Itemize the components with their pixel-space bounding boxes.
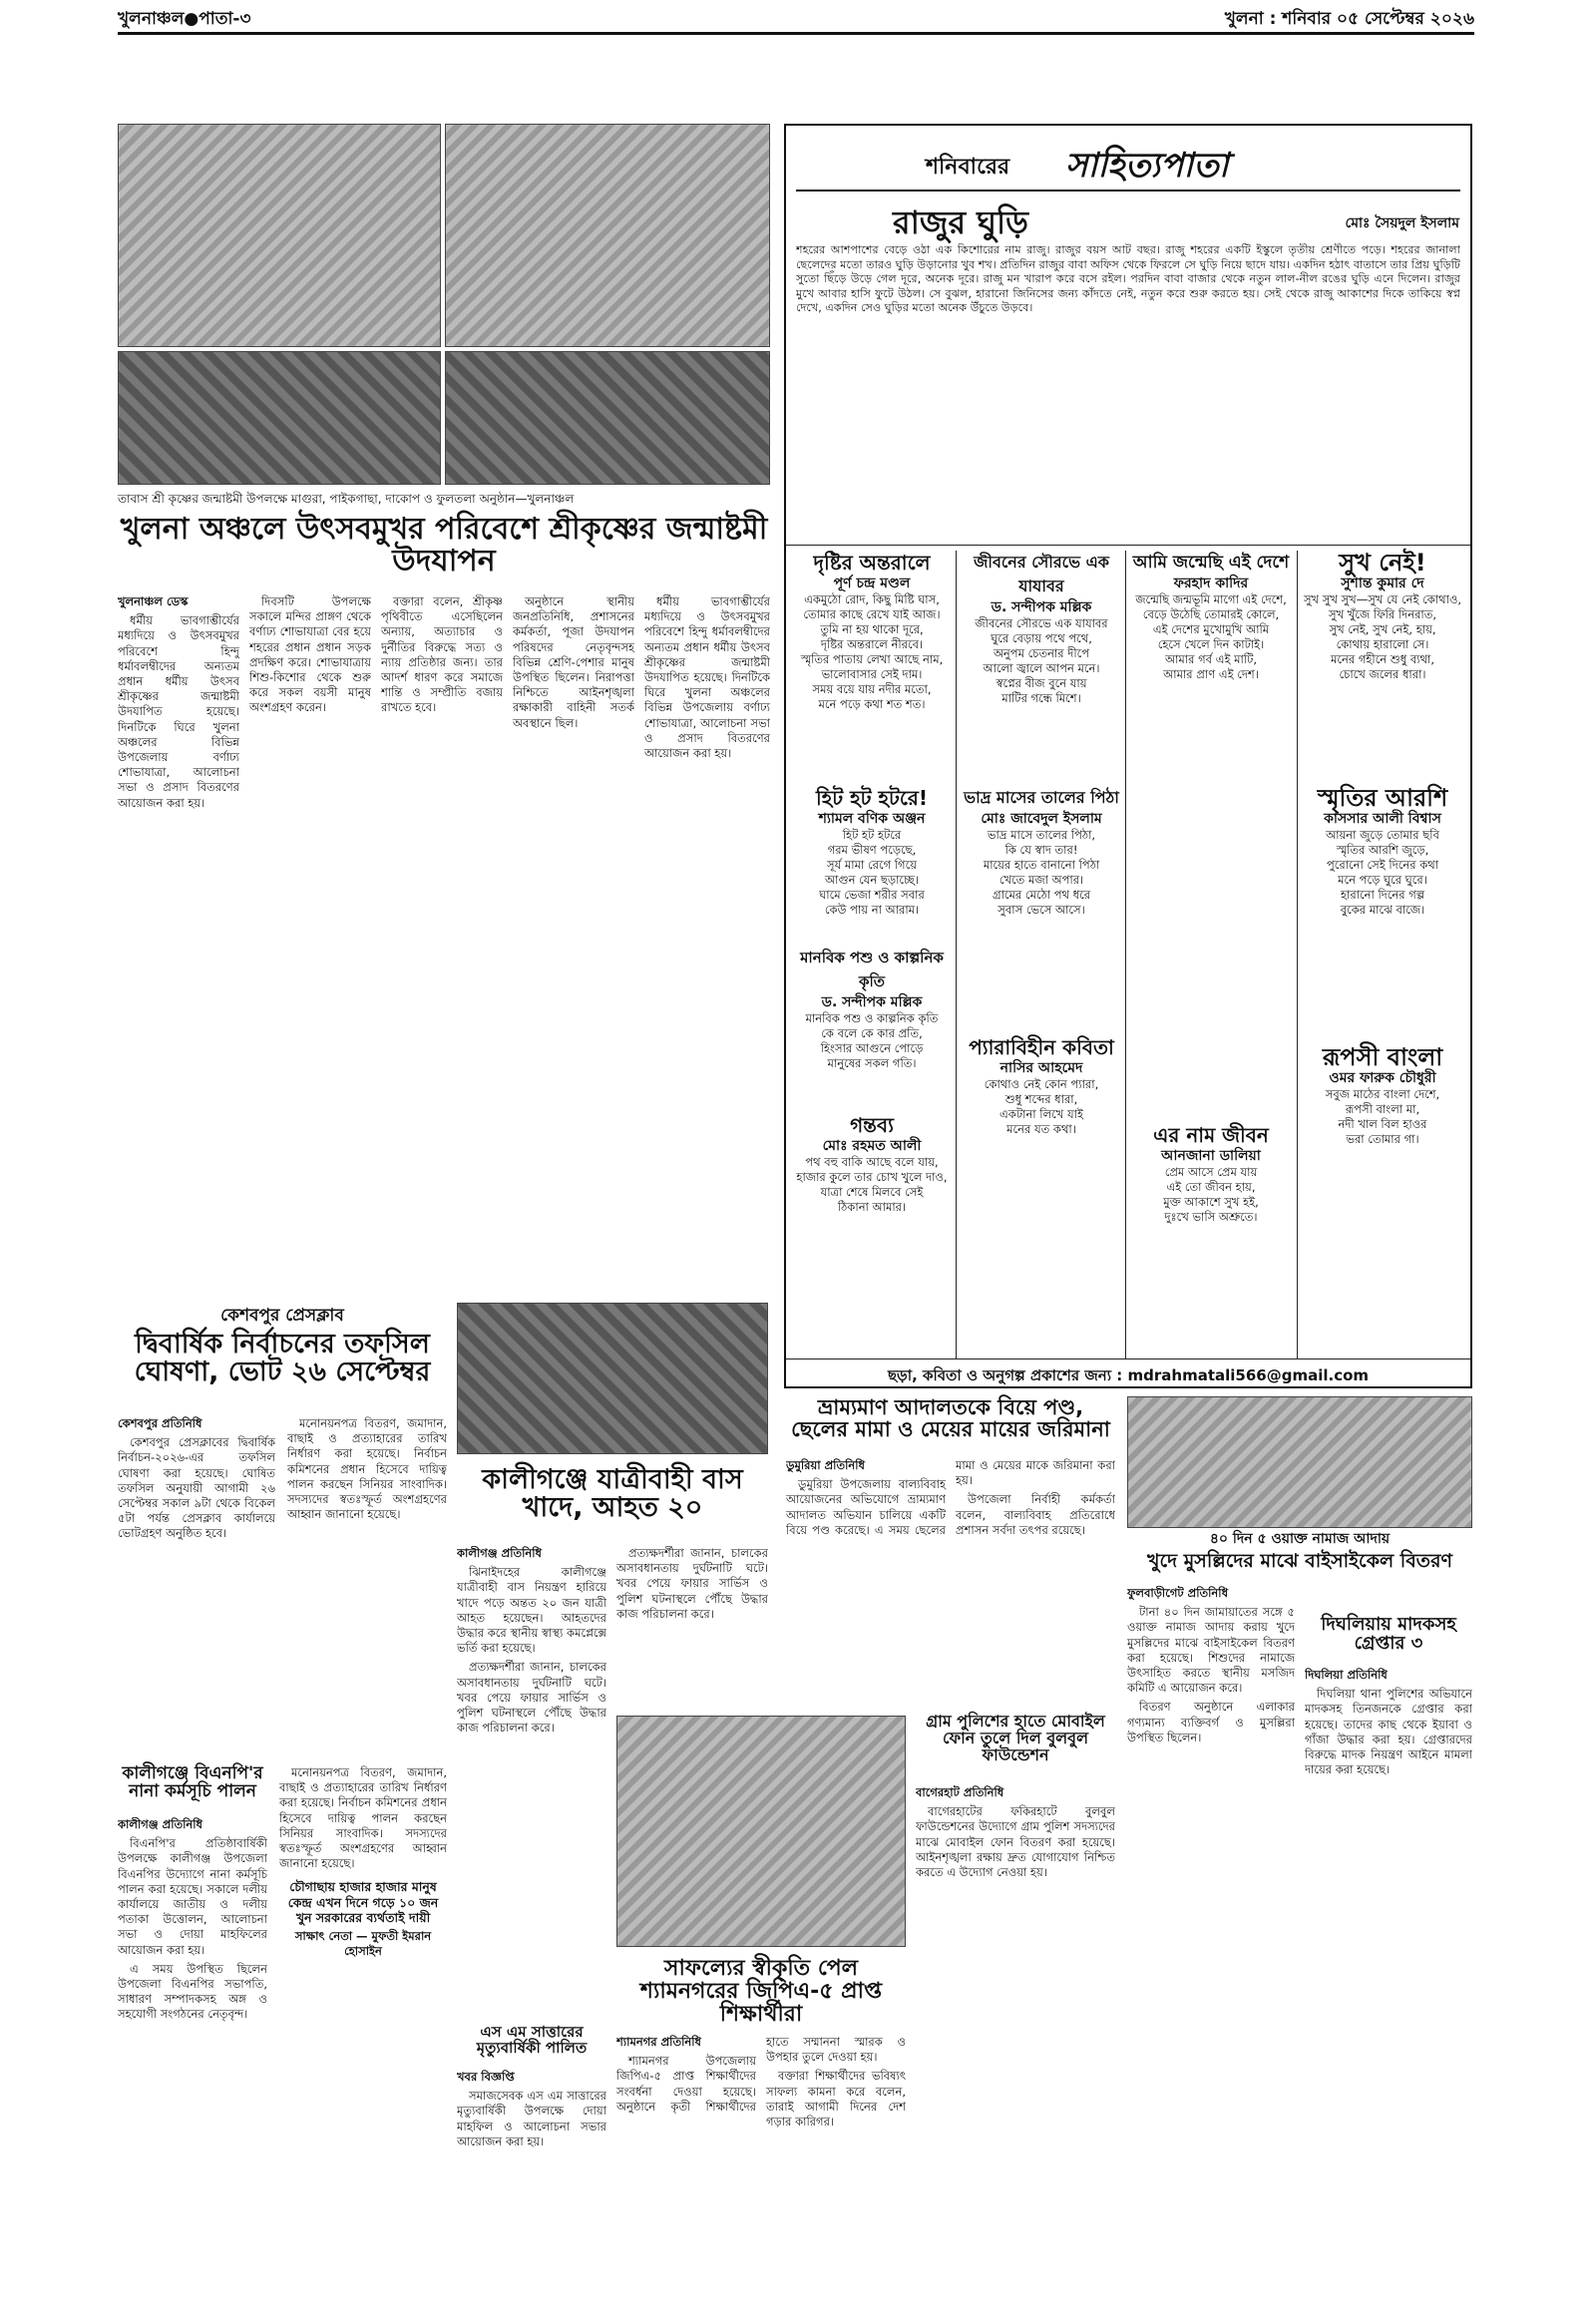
poem-4-text: সুখ সুখ সুখ—সুখ যে নেই কোথাও, সুখ খুঁজে ফিরি দিনরাত, সুখ নেই, সুখ নেই, হায়, কোথায় হারালো সে। মনের গহীনে শুধু ব্যথা, চোখে জলের ধারা। (1303, 592, 1462, 681)
header-rule (118, 32, 1474, 35)
poem-12-title: গন্তব্য (850, 1113, 894, 1137)
lead-para-1: ধর্মীয় ভাবগাম্ভীর্যের মধ্যদিয়ে ও উৎসবমুখর পরিবেশে হিন্দু ধর্মাবলম্বীদের অন্যতম প্রধান ধর্মীয় উৎসব শ্রীকৃষ্ণের জন্মাষ্টমী উদযাপিত হয়েছে। দিনটিকে ঘিরে খুলনা অঞ্চলের বিভিন্ন উপজেলায় বর্ণাঢ্য শোভাযাত্রা, আলোচনা সভা ও প্রসাদ বিতরণের আয়োজন করা হয়। (118, 613, 239, 810)
poem-7-text: আয়না জুড়ে তোমার ছবি স্মৃতির আরশি জুড়ে, পুরোনো সেই দিনের কথা মনে পড়ে ঘুরে ঘুরে। হারানো দিনের গল্প বুকের মাঝে বাজে। (1326, 828, 1439, 917)
lead-para-3: বক্তারা বলেন, শ্রীকৃষ্ণ পৃথিবীতে এসেছিলেন অন্যায়, অত্যাচার ও দুর্নীতির বিরুদ্ধে সত্য ও ন্যায় প্রতিষ্ঠার জন্য। তার আদর্শ ধারণ করে সমাজে শান্তি ও সম্প্রীতি বজায় রাখতে হবে। (381, 594, 503, 715)
lead-para-5: ধর্মীয় ভাবগাম্ভীর্যের মধ্যদিয়ে ও উৎসবমুখর পরিবেশে হিন্দু ধর্মাবলম্বীদের অন্যতম প্রধান ধর্মীয় উৎসব শ্রীকৃষ্ণের জন্মাষ্টমী উদযাপিত হয়েছে। দিনটিকে ঘিরে খুলনা অঞ্চলের বিভিন্ন উপজেলায় বর্ণাঢ্য শোভাযাত্রা, আলোচনা সভা ও প্রসাদ বিতরণের আয়োজন করা হয়। (644, 594, 770, 761)
mobile-court-para-1: ডুমুরিয়া উপজেলায় বাল্যবিবাহ আয়োজনের অভিযোগে ভ্রাম্যমাণ আদালত অভিযান চালিয়ে একটি বিয়ে পণ্ড করেছে। এ সময় ছেলের মামা ও মেয়ের মাকে জরিমানা করা হয়। (786, 1458, 1115, 1537)
mrityu-body (457, 2070, 606, 2289)
bus-para-1: ঝিনাইদহের কালীগঞ্জে যাত্রীবাহী বাস নিয়ন্ত্রণ হারিয়ে খাদে পড়ে অন্তত ২০ জন যাত্রী আহত হয়েছেন। আহতদের উদ্ধার করে স্থানীয় স্বাস্থ্য কমপ্লেক্সে ভর্তি করা হয়েছে। (457, 1565, 606, 1656)
poem-12-text: পথ বহু বাকি আছে বলে যায়, হাজার কুলে তার চোখ খুলে দাও, যাত্রা শেষে মিলবে সেই ঠিকানা আমার। (796, 1155, 948, 1214)
poem-7-author: কাসসার আলী বিশ্বাস (1324, 811, 1441, 827)
poem-1-text: একমুঠো রোদ, কিছু মিষ্টি ঘাস, তোমার কাছে রেখে যাই আজ। তুমি না হয় থাকো দূরে, দৃষ্টির অন্তরালে নীরবে। স্মৃতির পাতায় লেখা আছে নাম, ভালোবাসার সেই দাম। সময় বয়ে যায় নদীর মতো, মনে পড়ে কথা শত শত। (800, 592, 944, 711)
keshabpur-para-3: মনোনয়নপত্র বিতরণ, জমাদান, বাছাই ও প্রত্যাহারের তারিখ নির্ধারণ করা হয়েছে। নির্বাচন কমিশনের প্রধান হিসেবে দায়িত্ব পালন করছেন সিনিয়র সাংবাদিক। সদস্যদের স্বতঃস্ফূর্ত অংশগ্রহণের আহ্বান জানানো হয়েছে। (279, 1765, 447, 1871)
bicycle-headline: খুদে মুসল্লিদের মাঝে বাইসাইকেল বিতরণ (1147, 1550, 1452, 1572)
poem-11 (1303, 1045, 1462, 1345)
poem-5-author: শ্যামল বণিক অঞ্জন (818, 811, 926, 827)
poem-3-text: জন্মেছি জন্মভূমি মাগো এই দেশে, বেড়ে উঠেছি তোমারই কোলে, এই দেশের মুখোমুখি আমি হেসে খেলে দিন কাটাই। আমার গর্ব এই মাটি, আমার প্রাণ এই দেশ। (1135, 592, 1287, 681)
poem-8-text: মানবিক পশু ও কাল্পনিক কৃতি কে বলে কে কার প্রতি, হিংসার আগুনে পোড়ে মানুষের সকল গতি। (805, 1011, 939, 1070)
poem-7 (1303, 786, 1462, 1035)
poem-12-author: মোঃ রহমত আলী (822, 1138, 922, 1154)
poem-3 (1131, 551, 1291, 780)
poem-5-title: হিট হট হটরে! (815, 786, 929, 810)
lead-body-col-1 (118, 594, 239, 1293)
shyamnagar-para-2: বক্তারা শিক্ষার্থীদের ভবিষ্যৎ সাফল্য কামনা করে বলেন, তারাই আগামী দিনের দেশ গড়ার কারিগর। (766, 2069, 906, 2129)
kaliganj-bnp-headline: কালীগঞ্জে বিএনপি'র নানা কর্মসূচি পালন (122, 1763, 263, 1801)
literary-banner (796, 136, 1460, 192)
bicycle-photo (1127, 1396, 1472, 1528)
story-title: রাজুর ঘুড়ি (892, 203, 1029, 241)
drugs-byline: দিঘলিয়া প্রতিনিধি (1305, 1668, 1388, 1682)
kaliganj-bnp-body (118, 1817, 267, 2294)
poem-11-text: সবুজ মাঠের বাংলা দেশে, রূপসী বাংলা মা, নদী খাল বিল হাওর ভরা তোমার গা। (1325, 1087, 1440, 1146)
bicycle-para-2: বিতরণ অনুষ্ঠানে এলাকার গণ্যমান্য ব্যক্তিবর্গ ও মুসল্লিরা উপস্থিত ছিলেন। (1127, 1700, 1295, 1744)
shyamnagar-headline: সাফল্যের স্বীকৃতি পেল শ্যামনগরের জিপিএ-৫ প্রাপ্ত শিক্ষার্থীরা (639, 1956, 883, 2028)
poem-sep-2 (1125, 551, 1126, 1358)
page-header-left: খুলনাঞ্চল●পাতা-৩ (118, 9, 251, 29)
lead-body-col-2 (249, 594, 371, 1293)
poem-4-title: সুখ নেই! (1339, 549, 1426, 577)
keshabpur-body-col-2 (287, 1416, 447, 1755)
poem-10-text: প্রেম আসে প্রেম যায় এই তো জীবন হায়, মুক্ত আকাশে সুখ হই, দুঃখে ভাসি অশ্রুতে। (1163, 1165, 1259, 1224)
mrityu-headline: এস এম সাত্তারের মৃত্যুবার্ষিকী পালিত (476, 2023, 588, 2057)
lead-photo-4 (445, 351, 770, 485)
poem-sep-3 (1297, 551, 1298, 1358)
mrityu-para-1: সমাজসেবক এস এম সাত্তারের মৃত্যুবার্ষিকী উপলক্ষে দোয়া মাহফিল ও আলোচনা সভার আয়োজন করা হয়। (457, 2089, 606, 2148)
bicycle-photo-caption: ৪০ দিন ৫ ওয়াক্ত নামাজ আদায় (1209, 1531, 1391, 1547)
poem-11-author: ওমর ফারুক চৌধুরী (1329, 1070, 1436, 1086)
bus-byline: কালীগঞ্জ প্রতিনিধি (457, 1546, 542, 1560)
bus-para-2: প্রত্যক্ষদর্শীরা জানান, চালকের অসাবধানতায় দুর্ঘটনাটি ঘটে। খবর পেয়ে ফায়ার সার্ভিস ও পুলিশ ঘটনাস্থলে পৌঁছে উদ্ধার কাজ পরিচালনা করে। (457, 1660, 606, 1736)
mobile-court-para-2: উপজেলা নির্বাহী কর্মকর্তা বলেন, বাল্যবিবাহ প্রতিরোধে প্রশাসন সর্বদা তৎপর রয়েছে। (956, 1492, 1115, 1537)
crime-sub-byline: সাক্ষাৎ নেতা — মুফতী ইমরান হোসাইন (294, 1929, 432, 1959)
literary-divider-1 (786, 545, 1470, 546)
keshabpur-para-1: কেশবপুর প্রেসক্লাবের দ্বিবার্ষিক নির্বাচন-২০২৬-এর তফসিল ঘোষণা করা হয়েছে। ঘোষিত তফসিল অনুযায়ী আগামী ২৬ সেপ্টেম্বর সকাল ৯টা থেকে বিকেল ৫টা পর্যন্ত প্রেসক্লাব কার্যালয়ে ভোটগ্রহণ অনুষ্ঠিত হবে। (118, 1435, 275, 1541)
shyamnagar-photo (616, 1716, 906, 1947)
poem-2 (962, 551, 1121, 780)
lead-photo-1 (118, 124, 441, 347)
shyamnagar-body (616, 2035, 906, 2294)
poem-9-text: কোথাও নেই কোন প্যারা, শুধু শব্দের ধারা, একটানা লিখে যাই মনের যত কথা। (984, 1077, 1099, 1136)
poem-10-author: আনজানা ডালিয়া (1161, 1148, 1261, 1164)
literary-divider-2 (786, 1358, 1470, 1359)
bicycle-body (1127, 1586, 1295, 2294)
literary-banner-large: সাহিত্যপাতা (1065, 146, 1229, 186)
lead-body-col-4 (513, 594, 634, 1293)
lead-photo-3 (118, 351, 441, 485)
poem-6-author: মোঃ জাবেদুল ইসলাম (981, 811, 1102, 827)
drugs-para-1: দিঘলিয়া থানা পুলিশের অভিযানে মাদকসহ তিনজনকে গ্রেপ্তার করা হয়েছে। তাদের কাছ থেকে ইয়াবা ও গাঁজা উদ্ধার করা হয়। গ্রেপ্তারদের বিরুদ্ধে মাদক নিয়ন্ত্রণ আইনে মামলা দায়ের করা হয়েছে। (1305, 1687, 1472, 1777)
bicycle-byline: ফুলবাড়ীগেট প্রতিনিধি (1127, 1586, 1229, 1600)
lead-photo-caption: তাবাস শ্রী কৃষ্ণের জন্মাষ্টমী উপলক্ষে মাগুরা, পাইকগাছা, দাকোপ ও ফুলতলা অনুষ্ঠান—খুলনাঞ্চল (118, 492, 575, 506)
poem-6 (962, 786, 1121, 1025)
keshabpur-byline: কেশবপুর প্রতিনিধি (118, 1416, 202, 1430)
mobile-court-body (786, 1458, 1115, 1708)
kaliganj-bnp-para-2: এ সময় উপস্থিত ছিলেন উপজেলা বিএনপির সভাপতি, সাধারণ সম্পাদকসহ অঙ্গ ও সহযোগী সংগঠনের নেতৃবৃন্দ। (118, 1961, 267, 2022)
shyamnagar-byline: শ্যামনগর প্রতিনিধি (616, 2035, 701, 2049)
drugs-body (1305, 1668, 1472, 2294)
poem-11-title: রূপসী বাংলা (1322, 1043, 1443, 1071)
mobile-court-byline: ডুমুরিয়া প্রতিনিধি (786, 1458, 865, 1472)
poem-9-author: নাসির আহমেদ (999, 1060, 1083, 1076)
bus-headline: কালীগঞ্জে যাত্রীবাহী বাস খাদে, আহত ২০ (482, 1464, 743, 1524)
shyamnagar-para-1: শ্যামনগর উপজেলায় জিপিএ-৫ প্রাপ্ত শিক্ষার্থীদের সংবর্ধনা দেওয়া হয়েছে। অনুষ্ঠানে কৃতী শিক্ষার্থীদের হাতে সম্মাননা স্মারক ও উপহার তুলে দেওয়া হয়। (616, 2035, 906, 2114)
poem-3-title: আমি জন্মেছি এই দেশে (1132, 553, 1290, 573)
keshabpur-body-col-3 (279, 1765, 447, 2294)
poem-10 (1131, 1123, 1291, 1353)
lead-para-4: অনুষ্ঠানে স্থানীয় জনপ্রতিনিধি, প্রশাসনের কর্মকর্তা, পূজা উদযাপন পরিষদের নেতৃবৃন্দসহ বিভিন্ন শ্রেণি-পেশার মানুষ উপস্থিত ছিলেন। নিরাপত্তা নিশ্চিতে আইনশৃঙ্খলা রক্ষাকারী বাহিনী সতর্ক অবস্থানে ছিল। (513, 594, 634, 730)
literary-banner-small: শনিবারের (926, 155, 1010, 180)
lead-photo-collage (118, 124, 770, 485)
keshabpur-headline: দ্বিবার্ষিক নির্বাচনের তফসিল ঘোষণা, ভোট ২৬ সেপ্টেম্বর (134, 1329, 431, 1388)
mrityu-byline: খবর বিজ্ঞপ্তি (457, 2070, 515, 2084)
poem-4-author: সুশান্ত কুমার দে (1341, 576, 1424, 591)
keshabpur-body-col-1 (118, 1416, 275, 1755)
lead-body-col-3 (381, 594, 503, 1293)
poem-1-author: পূর্ণ চন্দ্র মণ্ডল (833, 576, 911, 591)
lead-photo-2 (445, 124, 770, 347)
drugs-headline: দিঘলিয়ায় মাদকসহ গ্রেপ্তার ৩ (1321, 1614, 1456, 1654)
lead-para-2: দিবসটি উপলক্ষে সকালে মন্দির প্রাঙ্গণ থেকে বর্ণাঢ্য শোভাযাত্রা বের হয়ে শহরের প্রধান প্রধান সড়ক প্রদক্ষিণ করে। শোভাযাত্রায় শিশু-কিশোর থেকে শুরু করে সকল বয়সী মানুষ অংশগ্রহণ করেন। (249, 594, 371, 715)
page-header-date: খুলনা : শনিবার ০৫ সেপ্টেম্বর ২০২৬ (1224, 9, 1474, 29)
crime-sub-headline: চৌগাছায় হাজার হাজার মানুষ কেন্দ্র এখন দিনে গড়ে ১০ জন খুন সরকারের ব্যর্থতাই দায়ী (287, 1879, 439, 1925)
poem-3-author: ফরহাদ কাদির (1173, 576, 1249, 591)
bus-para-3: প্রত্যক্ষদর্শীরা জানান, চালকের অসাবধানতায় দুর্ঘটনাটি ঘটে। খবর পেয়ে ফায়ার সার্ভিস ও পুলিশ ঘটনাস্থলে পৌঁছে উদ্ধার কাজ পরিচালনা করে। (616, 1546, 768, 1621)
kaliganj-bnp-byline: কালীগঞ্জ প্রতিনিধি (118, 1817, 202, 1831)
lead-body-col-5 (644, 594, 770, 1293)
poem-2-author: ড. সন্দীপক মল্লিক (991, 599, 1092, 615)
mobile-return-headline: গ্রাম পুলিশের হাতে মোবাইল ফোন তুলে দিল বুলবুল ফাউন্ডেশন (926, 1712, 1105, 1764)
poem-8-title: মানবিক পশু ও কাল্পনিক কৃতি (800, 949, 944, 990)
literary-email-note: ছড়া, কবিতা ও অনুগল্প প্রকাশের জন্য : mdrahmatali566@gmail.com (887, 1366, 1370, 1384)
kaliganj-bnp-para-1: বিএনপি'র প্রতিষ্ঠাবার্ষিকী উপলক্ষে কালীগঞ্জ উপজেলা বিএনপির উদ্যোগে নানা কর্মসূচি পালন করা হয়েছে। সকালে দলীয় কার্যালয়ে জাতীয় ও দলীয় পতাকা উত্তোলন, আলোচনা সভা ও দোয়া মাহফিলের আয়োজন করা হয়। (118, 1836, 267, 1957)
mobile-court-headline: ভ্রাম্যমাণ আদালতকে বিয়ে পণ্ড, ছেলের মামা ও মেয়ের মায়ের জরিমানা (791, 1395, 1110, 1442)
poem-4 (1303, 551, 1462, 780)
poem-5 (792, 786, 952, 936)
lead-byline: খুলনাঞ্চল ডেস্ক (118, 594, 189, 608)
poem-1 (792, 551, 952, 780)
poem-5-text: হিট হট হটরে গরম ভীষণ পড়েছে, সূর্য মামা রেগে গিয়ে আগুন যেন ছড়াচ্ছে। ঘামে ভেজা শরীর সবার কেউ পায় না আরাম। (819, 828, 925, 917)
poem-sep-1 (956, 551, 957, 1358)
bus-body-col-1 (457, 1546, 606, 2105)
story-text: শহরের আশপাশের বেড়ে ওঠা এক কিশোরের নাম রাজু। রাজুর বয়স আট বছর। রাজু শহরের একটি ইস্কুলে তৃতীয় শ্রেণীতে পড়ে। শহরের জানালা ছেলেদের মতো তারও ঘুড়ি উড়ানোর খুব শখ। প্রতিদিন রাজুর বাবা অফিস থেকে ফিরলে সে ঘুড়ি নিয়ে ছাদে যায়। একদিন হঠাৎ বাতাসে তার প্রিয় ঘুড়িটি সুতো ছিঁড়ে উড়ে গেল দূরে, অনেক দূরে। রাজু মন খারাপ করে বসে রইল। পরদিন বাবা বাজার থেকে নতুন লাল-নীল রঙের ঘুড়ি এনে দিলেন। রাজুর মুখে আবার হাসি ফুটে উঠল। সে বুঝল, হারানো জিনিসের জন্য কাঁদতে নেই, নতুন করে শুরু করতে হয়। সেই থেকে রাজু আকাশের দিকে তাকিয়ে স্বপ্ন দেখে, একদিন সেও ঘুড়ির মতো অনেক উঁচুতে উড়বে। (796, 243, 1460, 315)
mobile-return-body (916, 1785, 1115, 2294)
lead-headline: খুলনা অঞ্চলে উৎসবমুখর পরিবেশে শ্রীকৃষ্ণের জন্মাষ্টমী উদযাপন (120, 512, 768, 579)
poem-1-title: দৃষ্টির অন্তরালে (813, 551, 931, 575)
bus-body-col-2 (616, 1546, 768, 1706)
poem-2-text: জীবনের সৌরভে এক যাযাবর ঘুরে বেড়ায় পথে পথে, অনুপম চেতনার দীপে আলো জ্বালে আপন মনে। স্বপ্নের বীজ বুনে যায় মাটির গন্ধে মিশে। (975, 616, 1108, 705)
bus-accident-photo (457, 1303, 768, 1454)
literary-section (784, 124, 1472, 1388)
poem-9-title: প্যারাবিহীন কবিতা (969, 1035, 1114, 1059)
story-author: মোঃ সৈয়দুল ইসলাম (1345, 215, 1459, 231)
poem-7-title: স্মৃতির আরশি (1317, 784, 1448, 812)
bicycle-para-1: টানা ৪০ দিন জামায়াতের সঙ্গে ৫ ওয়াক্ত নামাজ আদায় করায় খুদে মুসল্লিদের মাঝে বাইসাইকেল বিতরণ করা হয়েছে। শিশুদের নামাজে উৎসাহিত করতে স্থানীয় মসজিদ কমিটি এ আয়োজন করে। (1127, 1605, 1295, 1696)
poem-8 (792, 946, 952, 1105)
poem-2-title: জীবনের সৌরভে এক যাযাবর (974, 553, 1109, 595)
mobile-return-para-1: বাগেরহাটের ফকিরহাটে বুলবুল ফাউন্ডেশনের উদ্যোগে গ্রাম পুলিশ সদস্যদের মাঝে মোবাইল ফোন বিতরণ করা হয়েছে। আইনশৃঙ্খলা রক্ষায় দ্রুত যোগাযোগ নিশ্চিত করতে এ উদ্যোগ নেওয়া হয়। (916, 1804, 1115, 1880)
mobile-return-byline: বাগেরহাট প্রতিনিধি (916, 1785, 1004, 1799)
poem-10-title: এর নাম জীবন (1153, 1123, 1269, 1147)
poem-6-title: ভাদ্র মাসের তালের পিঠা (964, 788, 1119, 807)
keshabpur-para-2: মনোনয়নপত্র বিতরণ, জমাদান, বাছাই ও প্রত্যাহারের তারিখ নির্ধারণ করা হয়েছে। নির্বাচন কমিশনের প্রধান হিসেবে দায়িত্ব পালন করছেন সিনিয়র সাংবাদিক। সদস্যদের স্বতঃস্ফূর্ত অংশগ্রহণের আহ্বান জানানো হয়েছে। (287, 1416, 447, 1522)
poem-12 (792, 1113, 952, 1353)
poem-8-author: ড. সন্দীপক মল্লিক (821, 994, 923, 1010)
keshabpur-strip: কেশবপুর প্রেসক্লাব (220, 1306, 344, 1326)
poem-9 (962, 1035, 1121, 1255)
poem-6-text: ভাদ্র মাসে তালের পিঠা, কি যে স্বাদ তার! মায়ের হাতে বানানো পিঠা খেতে মজা অপার। গ্রামের মেঠো পথ ধরে সুবাস ভেসে আসে। (983, 828, 1100, 917)
